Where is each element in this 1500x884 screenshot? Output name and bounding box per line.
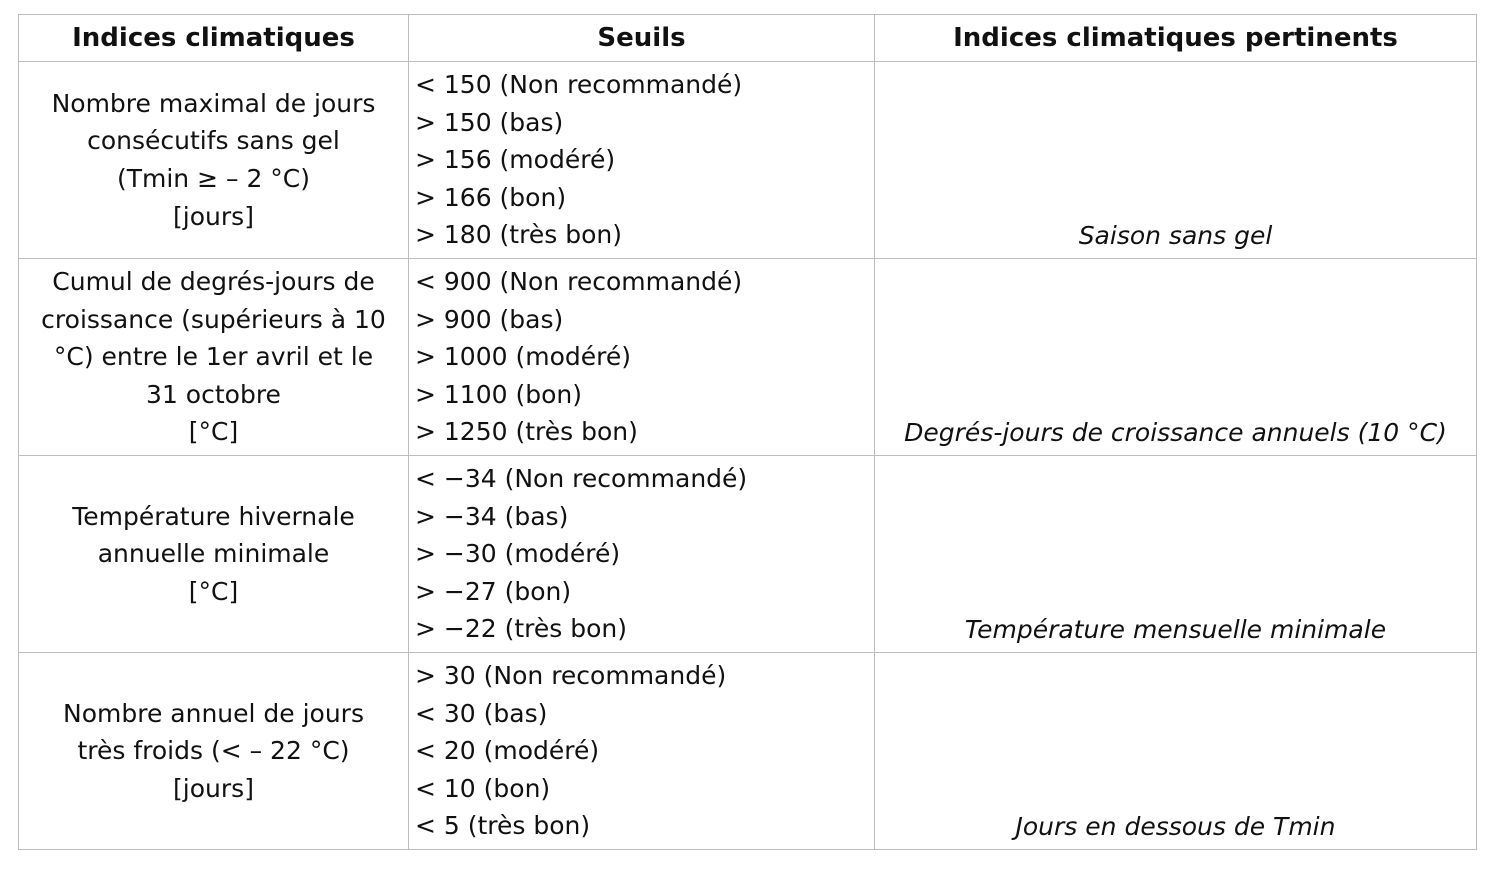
threshold-item: > 150 (bas) (415, 107, 564, 137)
threshold-item: < 5 (très bon) (415, 811, 591, 841)
index-line: [jours] (173, 773, 254, 803)
threshold-item: > 1250 (très bon) (415, 417, 638, 447)
index-line: Nombre annuel de jours (63, 698, 364, 728)
table-row (19, 62, 1477, 259)
index-line: [°C] (188, 576, 239, 606)
index-line: croissance (supérieurs à 10 (41, 304, 386, 334)
index-line: [°C] (188, 417, 239, 447)
index-line: Température hivernale (72, 501, 355, 531)
threshold-item: < −34 (Non recommandé) (415, 464, 748, 494)
climate-indices-table (18, 14, 1477, 850)
threshold-item: > 166 (bon) (415, 182, 567, 212)
threshold-item: < 150 (Non recommandé) (415, 70, 743, 100)
index-cell (19, 456, 409, 653)
relevant-index-cell: Saison sans gel (875, 62, 1477, 259)
header-pertinents: Indices climatiques pertinents (875, 15, 1477, 62)
table-row (19, 259, 1477, 456)
thresholds-cell (409, 653, 875, 850)
index-cell (19, 653, 409, 850)
index-line: (Tmin ≥ – 2 °C) (116, 164, 311, 193)
index-line: Nombre maximal de jours (51, 88, 376, 118)
index-cell (19, 259, 409, 456)
threshold-item: < 30 (bas) (415, 698, 548, 728)
index-line: annuelle minimale (97, 539, 330, 569)
threshold-item: > −30 (modéré) (415, 539, 621, 569)
table-row (19, 653, 1477, 850)
index-line: °C) entre le 1er avril et le (53, 342, 374, 372)
threshold-item: > −34 (bas) (415, 501, 569, 531)
thresholds-cell (409, 259, 875, 456)
threshold-item: < 20 (modéré) (415, 736, 600, 766)
table-row (19, 456, 1477, 653)
threshold-item: > 180 (très bon) (415, 220, 622, 250)
thresholds-cell (409, 62, 875, 259)
header-seuils: Seuils (409, 15, 875, 62)
threshold-item: > −22 (très bon) (415, 614, 627, 644)
index-cell (19, 62, 409, 259)
relevant-index-cell: Degrés-jours de croissance annuels (10 °C) (875, 259, 1477, 456)
index-line: Cumul de degrés-jours de (52, 267, 375, 297)
index-line: 31 octobre (146, 379, 281, 409)
threshold-item: > −27 (bon) (415, 576, 572, 606)
threshold-item: > 156 (modéré) (415, 145, 616, 175)
index-line: [jours] (173, 201, 254, 231)
table-header-row (19, 15, 1477, 62)
threshold-item: < 10 (bon) (415, 773, 551, 803)
relevant-index-cell: Température mensuelle minimale (875, 456, 1477, 653)
thresholds-cell (409, 456, 875, 653)
threshold-item: > 900 (bas) (415, 304, 564, 334)
threshold-item: > 1100 (bon) (415, 379, 582, 409)
threshold-item: > 30 (Non recommandé) (415, 661, 727, 691)
threshold-item: > 1000 (modéré) (415, 342, 631, 372)
threshold-item: < 900 (Non recommandé) (415, 267, 743, 297)
relevant-index-cell: Jours en dessous de Tmin (875, 653, 1477, 850)
index-line: très froids (< – 22 °C) (77, 736, 350, 766)
header-indices: Indices climatiques (19, 15, 409, 62)
index-line: consécutifs sans gel (87, 126, 340, 156)
